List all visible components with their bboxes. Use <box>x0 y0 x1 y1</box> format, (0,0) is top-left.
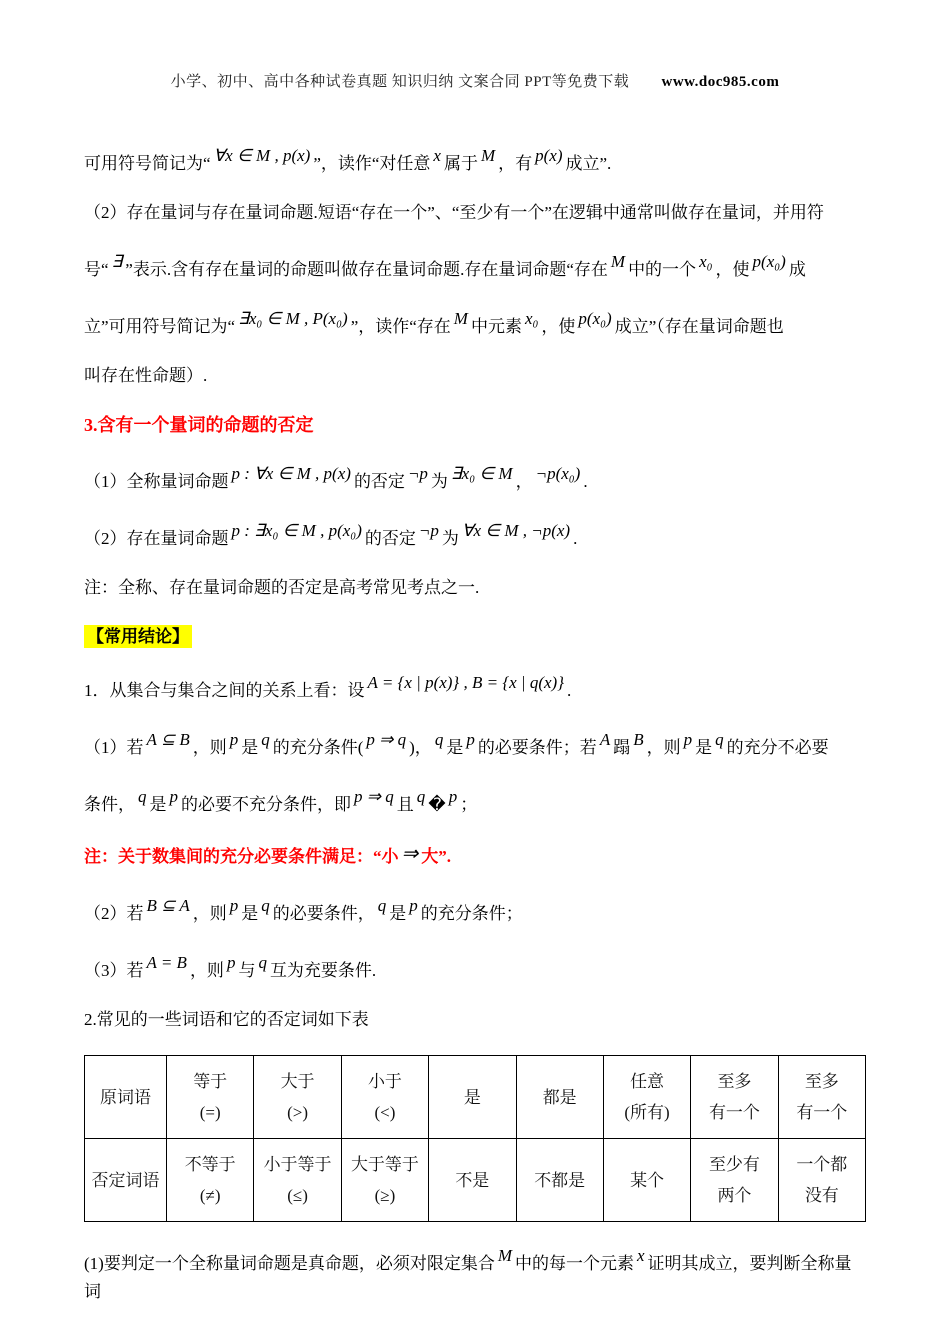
table-cell: 任意 (所有) <box>603 1056 690 1139</box>
math-expression: ∃x₀ ∈ M , P(x₀) <box>238 309 348 328</box>
page-header <box>0 70 950 91</box>
table-cell: 至多 有一个 <box>691 1056 778 1139</box>
math-expression: q <box>261 730 270 749</box>
text-run: 叫存在性命题）. <box>84 366 208 385</box>
math-expression: p <box>229 730 239 749</box>
section-heading <box>84 411 866 439</box>
math-expression: q <box>261 896 270 915</box>
math-expression: B ⊆ A <box>146 896 190 915</box>
text-run: 是 <box>149 795 167 814</box>
paragraph <box>84 362 866 390</box>
text-run: 可用符号简记为“ <box>84 154 211 173</box>
paragraphs-top <box>84 142 866 1034</box>
text-run: 中的一个 <box>628 260 697 279</box>
math-expression: ∃x₀ ∈ M <box>450 464 513 483</box>
math-expression: A = {x | p(x)} , B = {x | q(x)} <box>367 673 565 692</box>
math-expression: q <box>377 896 387 915</box>
text-run: 互为充要条件. <box>269 961 377 980</box>
math-expression: p ⇒ q <box>366 730 407 749</box>
text-run: 属于 <box>443 154 478 173</box>
text-run: ， <box>515 472 533 491</box>
text-run: （1）若 <box>84 738 144 757</box>
math-expression: A = B <box>146 953 187 972</box>
table-row <box>85 1056 866 1139</box>
paragraph <box>84 305 866 341</box>
text-run: ”，读作“对任意 <box>313 154 431 173</box>
text-run: . <box>583 472 588 491</box>
table-cell: 某个 <box>603 1139 690 1222</box>
math-expression: ∃ <box>111 252 123 271</box>
text-run: 的必要不充分条件，即 <box>181 795 351 814</box>
red-note <box>84 840 866 871</box>
text-run: 的必要条件；若 <box>477 738 597 757</box>
document-body <box>84 142 866 1327</box>
header-text: 小学、初中、高中各种试卷真题 知识归纳 文案合同 PPT等免费下载 <box>170 74 630 90</box>
text-run: 3.含有一个量词的命题的否定 <box>84 415 314 435</box>
text-run: 条件， <box>84 795 135 814</box>
math-expression: x₀ <box>524 309 539 328</box>
math-expression: p <box>683 730 693 749</box>
text-run: （2）存在量词命题 <box>84 529 229 548</box>
table-cell: 一个都 没有 <box>778 1139 865 1222</box>
text-run: 证明其成立，要判断全称量词 <box>84 1254 852 1301</box>
text-run: ”，读作“存在 <box>350 317 451 336</box>
paragraph <box>84 892 866 928</box>
paragraph <box>84 949 866 985</box>
paragraphs-bottom <box>84 1242 866 1306</box>
math-expression: M <box>610 252 626 271</box>
text-run: � <box>428 795 446 814</box>
row-label-cell: 否定词语 <box>85 1139 167 1222</box>
text-run: ”表示.含有存在量词的命题叫做存在量词命题.存在量词命题“存在 <box>125 260 608 279</box>
text-run: 大”. <box>421 847 452 866</box>
table-cell: 小于 (<) <box>341 1056 428 1139</box>
text-run: 是 <box>446 738 464 757</box>
paragraph <box>84 460 866 496</box>
text-run: 蹋 <box>613 738 631 757</box>
math-expression: p <box>169 787 178 806</box>
text-run: ，使 <box>541 317 576 336</box>
text-run: 的充分条件( <box>272 738 364 757</box>
table-cell: 不等于 (≠) <box>167 1139 254 1222</box>
math-expression: p <box>409 896 418 915</box>
math-expression: ∀x ∈ M , p(x) <box>213 146 311 165</box>
text-run: （2）若 <box>84 904 144 923</box>
text-run: ； <box>460 795 478 814</box>
math-expression: q <box>138 787 147 806</box>
site-url: www.doc985.com <box>661 74 780 90</box>
math-expression: x₀ <box>699 252 713 271</box>
table-row <box>85 1139 866 1222</box>
paragraph <box>84 142 866 178</box>
paragraph <box>84 669 866 705</box>
row-label-cell: 原词语 <box>85 1056 167 1139</box>
table-cell: 至少有 两个 <box>691 1139 778 1222</box>
math-expression: p(x) <box>535 146 563 165</box>
math-expression: p : ∀x ∈ M , p(x) <box>231 464 351 483</box>
text-run: 成立”. <box>565 154 612 173</box>
negation-table <box>84 1055 866 1222</box>
paragraph <box>84 1006 866 1034</box>
paragraph <box>84 726 866 762</box>
text-run: 为 <box>430 472 448 491</box>
math-expression: ¬p <box>407 464 428 483</box>
math-expression: ∀x ∈ M , ¬p(x) <box>461 521 571 540</box>
math-expression: p <box>448 787 458 806</box>
text-run: 的否定 <box>364 529 416 548</box>
text-run: 是 <box>389 904 407 923</box>
text-run: 成立”（存在量词命题也 <box>614 317 784 336</box>
text-run: （1）全称量词命题 <box>84 472 229 491</box>
paragraph <box>84 248 866 284</box>
text-run: . <box>573 529 578 548</box>
math-expression: ⇒ <box>401 843 419 865</box>
text-run: 是 <box>695 738 713 757</box>
math-expression: p : ∃x₀ ∈ M , p(x₀) <box>231 521 362 540</box>
text-run: 注：关于数集间的充分必要条件满足：“小 <box>84 847 399 866</box>
highlight-heading <box>84 623 866 651</box>
text-run: 立”可用符号简记为“ <box>84 317 236 336</box>
text-run: （2）存在量词与存在量词命题.短语“存在一个”、“至少有一个”在逻辑中通常叫做存在量词，并用符 <box>84 203 824 222</box>
paragraph <box>84 199 866 227</box>
paragraph <box>84 574 866 602</box>
negation-table-body <box>85 1056 866 1222</box>
text-run: )， <box>409 738 432 757</box>
table-cell: 等于 (=) <box>167 1056 254 1139</box>
text-run: 号“ <box>84 260 109 279</box>
table-cell: 都是 <box>516 1056 603 1139</box>
math-expression: p <box>226 953 236 972</box>
text-run: 中的每一个元素 <box>515 1254 634 1273</box>
text-run: ，使 <box>715 260 750 279</box>
table-cell: 不都是 <box>516 1139 603 1222</box>
math-expression: x <box>433 146 441 165</box>
text-run: 的否定 <box>353 472 405 491</box>
math-expression: p(x₀) <box>578 309 612 328</box>
text-run: 注：全称、存在量词命题的否定是高考常见考点之一. <box>84 578 480 597</box>
text-run: ，则 <box>192 904 227 923</box>
math-expression: A ⊆ B <box>146 730 190 749</box>
math-expression: q <box>434 730 444 749</box>
math-expression: M <box>497 1246 512 1265</box>
text-run: ，则 <box>192 738 227 757</box>
text-run: . <box>567 681 572 700</box>
paragraph <box>84 517 866 553</box>
math-expression: p <box>466 730 475 749</box>
table-cell: 大于等于 (≥) <box>341 1139 428 1222</box>
math-expression: p ⇒ q <box>354 787 394 806</box>
text-run: 中元素 <box>470 317 522 336</box>
table-cell: 小于等于 (≤) <box>254 1139 341 1222</box>
text-run: 为 <box>441 529 459 548</box>
text-run: 与 <box>238 961 256 980</box>
math-expression: q <box>258 953 267 972</box>
text-run: 1．从集合与集合之间的关系上看：设 <box>84 681 365 700</box>
text-run: 【常用结论】 <box>84 625 192 648</box>
text-run: （3）若 <box>84 961 144 980</box>
math-expression: M <box>453 309 468 328</box>
text-run: ，则 <box>189 961 224 980</box>
table-cell: 是 <box>429 1056 516 1139</box>
math-expression: x <box>637 1246 645 1265</box>
paragraph <box>84 783 866 819</box>
table-cell: 不是 <box>429 1139 516 1222</box>
paragraph <box>84 1242 866 1306</box>
math-expression: A <box>599 730 611 749</box>
table-cell: 大于 (>) <box>254 1056 341 1139</box>
text-run: 成 <box>788 260 806 279</box>
text-run: 的必要条件， <box>272 904 375 923</box>
text-run: ，有 <box>498 154 533 173</box>
table-cell: 至多 有一个 <box>778 1056 865 1139</box>
math-expression: p(x₀) <box>752 252 786 271</box>
text-run: 且 <box>396 795 414 814</box>
math-expression: ¬p <box>418 521 439 540</box>
math-expression: M <box>480 146 496 165</box>
text-run: 是 <box>241 904 259 923</box>
math-expression: q <box>416 787 426 806</box>
text-run: 2.常见的一些词语和它的否定词如下表 <box>84 1010 369 1029</box>
text-run: ，则 <box>646 738 681 757</box>
text-run: 是 <box>241 738 259 757</box>
math-expression: ¬p(x₀) <box>535 464 581 483</box>
text-run: 的充分条件； <box>420 904 523 923</box>
math-expression: p <box>229 896 239 915</box>
text-run: 的充分不必要 <box>726 738 829 757</box>
math-expression: q <box>715 730 724 749</box>
math-expression: B <box>633 730 644 749</box>
text-run: (1)要判定一个全称量词命题是真命题，必须对限定集合 <box>84 1254 495 1273</box>
